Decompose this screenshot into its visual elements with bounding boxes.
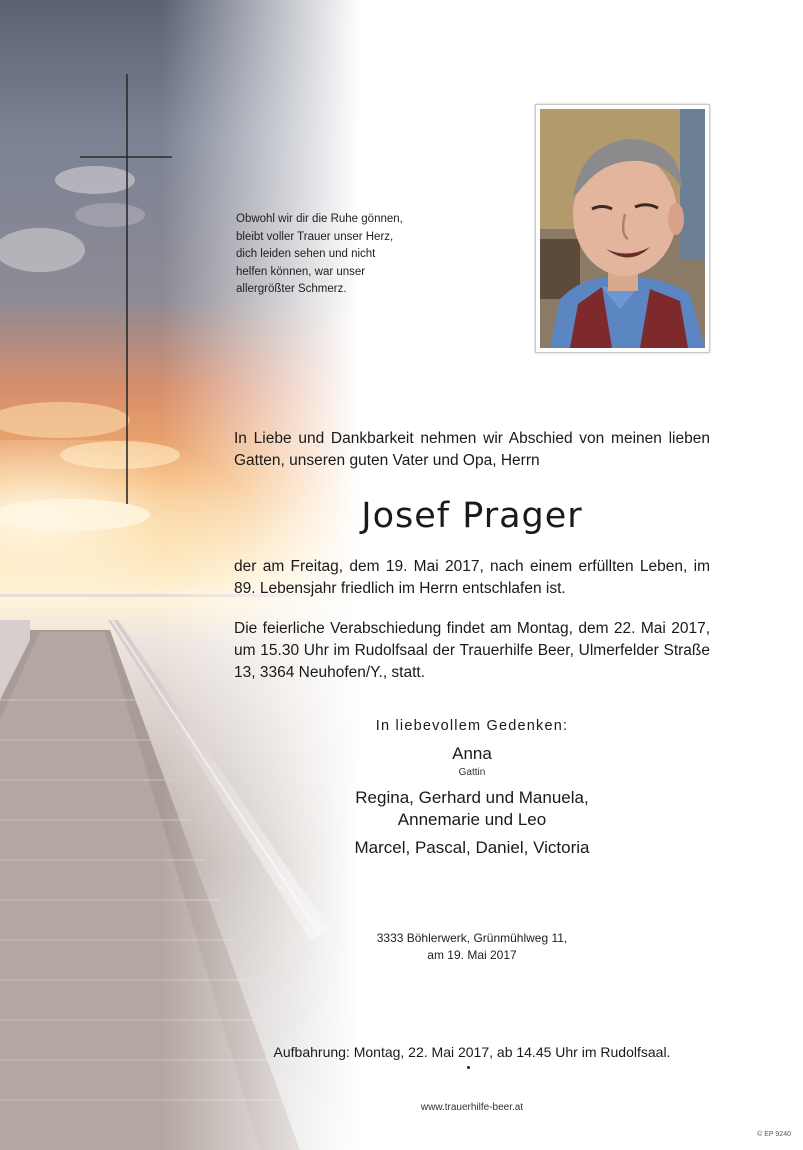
viewing-info: Aufbahrung: Montag, 22. Mai 2017, ab 14.45 Uhr im Rudolfsaal. — [273, 1044, 671, 1060]
poem-line: dich leiden sehen und nicht — [236, 248, 376, 260]
cross-icon — [78, 74, 174, 504]
poem-verse — [236, 211, 416, 299]
portrait-photo — [535, 104, 710, 353]
poem-line: bleibt voller Trauer unser Herz, — [236, 230, 394, 243]
address-line: 3333 Böhlerwerk, Grünmühlweg 11, — [376, 931, 568, 945]
deceased-name: Josef Prager — [361, 496, 583, 536]
website-link[interactable]: www.trauerhilfe-beer.at — [420, 1102, 524, 1113]
portrait-illustration — [540, 109, 705, 348]
intro-text: In Liebe und Dankbarkeit nehmen wir Abschied von meinen lieben Gatten, unseren guten Vater und Opa, Herrn — [234, 430, 710, 469]
dot-divider — [467, 1066, 470, 1069]
address-date: am 19. Mai 2017 — [427, 948, 517, 962]
gedenken-heading: In liebevollem Gedenken: — [375, 718, 569, 734]
address-block — [234, 930, 710, 964]
farewell-text: Die feierliche Verabschiedung findet am Montag, dem 22. Mai 2017, um 15.30 Uhr im Rudolfsaal der Trauerhilfe Beer, Ulmerfelder Straße 13, 3364 Neuhofen/Y., statt. — [234, 620, 710, 681]
mourner-anna: Anna — [452, 744, 492, 763]
death-notice-text: der am Freitag, dem 19. Mai 2017, nach einem erfüllten Leben, im 89. Lebensjahr friedlich im Herrn entschlafen ist. — [234, 558, 710, 597]
mourners-children-line-2: Annemarie und Leo — [397, 810, 547, 829]
poem-line: allergrößter Schmerz. — [236, 283, 347, 295]
product-code: © EP 9240 — [757, 1131, 791, 1138]
poem-line: helfen können, war unser — [236, 265, 366, 278]
mourners-grandchildren-line: Marcel, Pascal, Daniel, Victoria — [354, 838, 590, 857]
mourner-anna-role: Gattin — [458, 767, 486, 778]
poem-line: Obwohl wir dir die Ruhe gönnen, — [236, 213, 403, 225]
mourners-children-line: Regina, Gerhard und Manuela, — [355, 788, 589, 807]
